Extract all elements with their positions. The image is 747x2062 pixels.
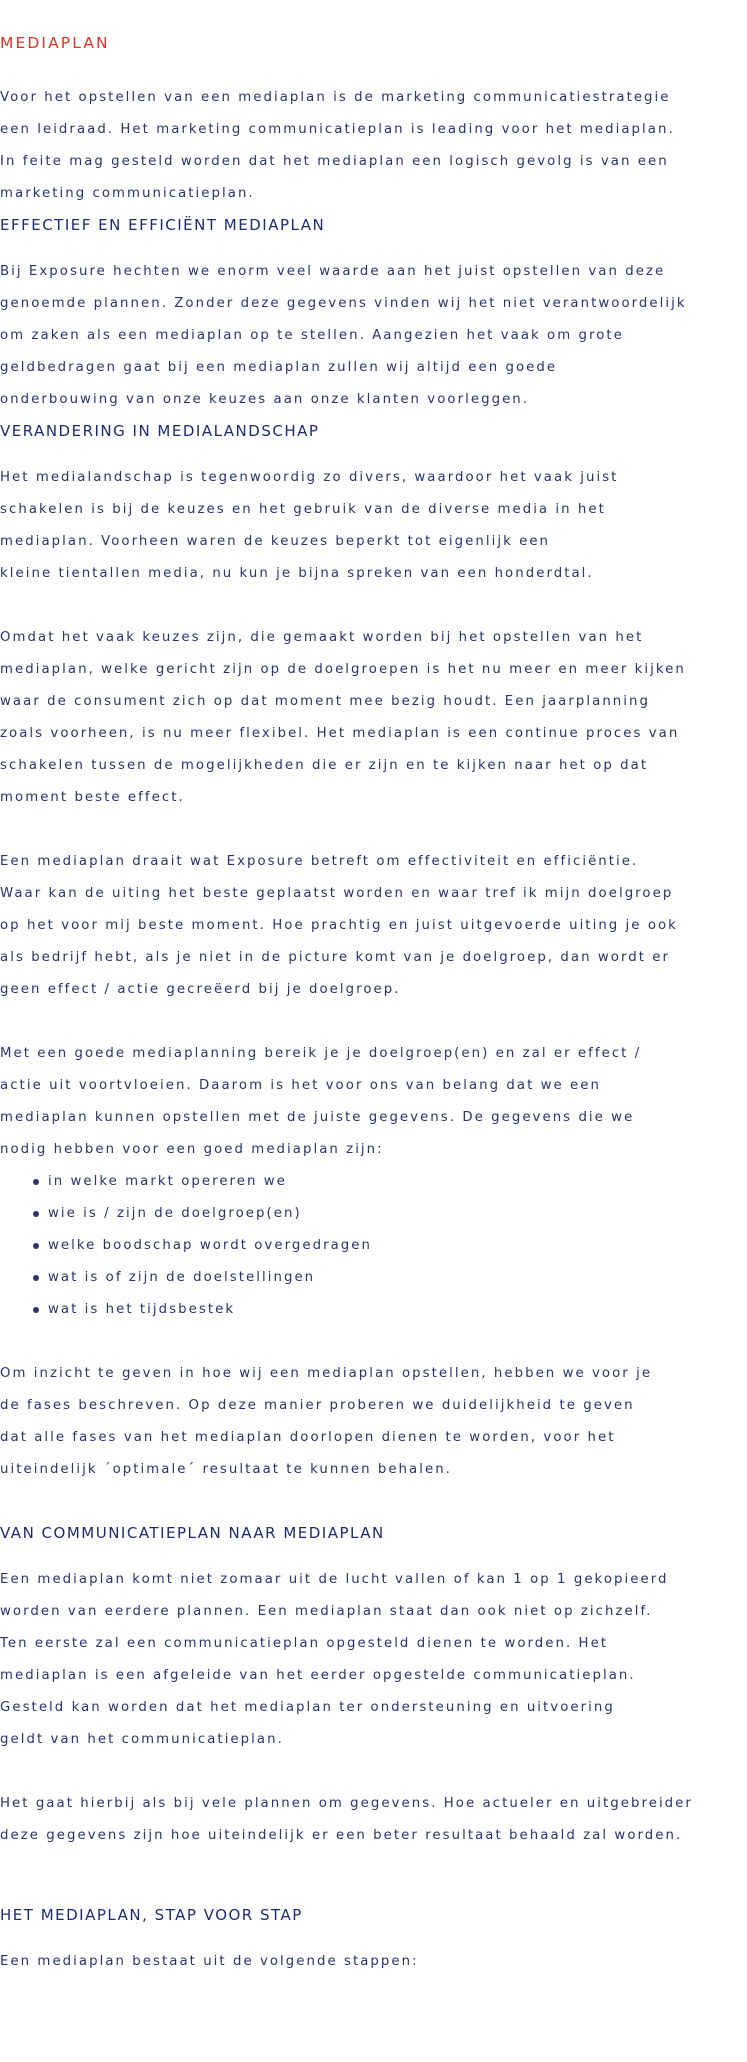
text-line: Waar kan de uiting het beste geplaatst worden en waar tref ik mijn doelgroep (0, 886, 674, 901)
text-line: geldt van het communicatieplan. (0, 1732, 284, 1747)
text-line: dat alle fases van het mediaplan doorlopen dienen te worden, voor het (0, 1430, 616, 1445)
text-line: mediaplan, welke gericht zijn op de doelgroepen is het nu meer en meer kijken (0, 662, 686, 677)
paragraph-stappen (0, 1946, 747, 1978)
list-item (0, 1198, 747, 1230)
bullet-list (0, 1166, 747, 1326)
paragraph-gegevens (0, 1788, 747, 1852)
paragraph-medialandschap (0, 462, 747, 590)
text-line: Om inzicht te geven in hoe wij een mediaplan opstellen, hebben we voor je (0, 1366, 653, 1381)
text-line: om zaken als een mediaplan op te stellen. Aangezien het vaak om grote (0, 328, 624, 343)
bullet-icon (33, 1275, 39, 1281)
text-line: Een mediaplan komt niet zomaar uit de lucht vallen of kan 1 op 1 gekopieerd (0, 1572, 669, 1587)
list-item-text: wat is of zijn de doelstellingen (48, 1270, 316, 1285)
text-line: zoals voorheen, is nu meer flexibel. Het mediaplan is een continue proces van (0, 726, 680, 741)
text-line: mediaplan. Voorheen waren de keuzes beperkt tot eigenlijk een (0, 534, 551, 549)
text-line: kleine tientallen media, nu kun je bijna spreken van een honderdtal. (0, 566, 594, 581)
section-heading-effectief: EFFECTIEF EN EFFICIËNT MEDIAPLAN (0, 216, 326, 234)
paragraph-effectiviteit (0, 846, 747, 1006)
bullet-icon (33, 1243, 39, 1249)
text-line: Het gaat hierbij als bij vele plannen om gegevens. Hoe actueler en uitgebreider (0, 1796, 693, 1811)
text-line: genoemde plannen. Zonder deze gegevens vinden wij het niet verantwoordelijk (0, 296, 687, 311)
text-line: mediaplan is een afgeleide van het eerder opgestelde communicatieplan. (0, 1668, 636, 1683)
text-line: In feite mag gesteld worden dat het mediaplan een logisch gevolg is van een (0, 154, 669, 169)
text-line: nodig hebben voor een goed mediaplan zijn: (0, 1142, 384, 1157)
text-line: mediaplan kunnen opstellen met de juiste gegevens. De gegevens die we (0, 1110, 635, 1125)
text-line: geen effect / actie gecreëerd bij je doelgroep. (0, 982, 401, 997)
text-line: schakelen tussen de mogelijkheden die er zijn en te kijken naar het op dat (0, 758, 649, 773)
text-line: Gesteld kan worden dat het mediaplan ter ondersteuning en uitvoering (0, 1700, 615, 1715)
text-line: een leidraad. Het marketing communicatieplan is leading voor het mediaplan. (0, 122, 675, 137)
text-line: waar de consument zich op dat moment mee bezig houdt. Een jaarplanning (0, 694, 650, 709)
text-line: geldbedragen gaat bij een mediaplan zullen wij altijd een goede (0, 360, 558, 375)
list-item (0, 1294, 747, 1326)
text-line: actie uit voortvloeien. Daarom is het voor ons van belang dat we een (0, 1078, 601, 1093)
section-heading-verandering: VERANDERING IN MEDIALANDSCHAP (0, 422, 320, 440)
text-line: worden van eerdere plannen. Een mediaplan staat dan ook niet op zichzelf. (0, 1604, 653, 1619)
text-line: Ten eerste zal een communicatieplan opgesteld dienen te worden. Het (0, 1636, 609, 1651)
list-item-text: welke boodschap wordt overgedragen (48, 1238, 372, 1253)
paragraph-fases (0, 1358, 747, 1486)
bullet-icon (33, 1179, 39, 1185)
list-item (0, 1262, 747, 1294)
list-item (0, 1166, 747, 1198)
list-item-text: in welke markt opereren we (48, 1174, 287, 1189)
text-line: schakelen is bij de keuzes en het gebruik van de diverse media in het (0, 502, 606, 517)
text-line: Voor het opstellen van een mediaplan is de marketing communicatiestrategie (0, 90, 671, 105)
text-line: marketing communicatieplan. (0, 186, 255, 201)
text-line: Een mediaplan draait wat Exposure betreft om effectiviteit en efficiëntie. (0, 854, 639, 869)
text-line: Het medialandschap is tegenwoordig zo divers, waardoor het vaak juist (0, 470, 619, 485)
text-line: Een mediaplan bestaat uit de volgende stappen: (0, 1954, 419, 1969)
list-item-text: wie is / zijn de doelgroep(en) (48, 1206, 302, 1221)
section-heading-communicatieplan: VAN COMMUNICATIEPLAN NAAR MEDIAPLAN (0, 1524, 385, 1542)
text-line: Met een goede mediaplanning bereik je je doelgroep(en) en zal er effect / (0, 1046, 642, 1061)
text-line: op het voor mij beste moment. Hoe prachtig en juist uitgevoerde uiting je ook (0, 918, 678, 933)
text-line: deze gegevens zijn hoe uiteindelijk er een beter resultaat behaald zal worden. (0, 1828, 683, 1843)
page-title: MEDIAPLAN (0, 34, 110, 52)
text-line: Omdat het vaak keuzes zijn, die gemaakt worden bij het opstellen van het (0, 630, 644, 645)
list-item-text: wat is het tijdsbestek (48, 1302, 236, 1317)
text-line: moment beste effect. (0, 790, 185, 805)
paragraph-keuzes (0, 622, 747, 814)
text-line: de fases beschreven. Op deze manier proberen we duidelijkheid te geven (0, 1398, 635, 1413)
text-line: onderbouwing van onze keuzes aan onze klanten voorleggen. (0, 392, 530, 407)
paragraph-mediaplanning (0, 1038, 747, 1166)
paragraph-exposure-waarde (0, 256, 747, 416)
text-line: uiteindelijk ´optimale´ resultaat te kunnen behalen. (0, 1462, 452, 1477)
bullet-icon (33, 1307, 39, 1313)
intro-paragraph (0, 82, 747, 210)
text-line: als bedrijf hebt, als je niet in de picture komt van je doelgroep, dan wordt er (0, 950, 671, 965)
paragraph-communicatieplan (0, 1564, 747, 1756)
section-heading-stap-voor-stap: HET MEDIAPLAN, STAP VOOR STAP (0, 1906, 303, 1924)
bullet-icon (33, 1211, 39, 1217)
text-line: Bij Exposure hechten we enorm veel waarde aan het juist opstellen van deze (0, 264, 666, 279)
list-item (0, 1230, 747, 1262)
article (0, 28, 747, 1978)
